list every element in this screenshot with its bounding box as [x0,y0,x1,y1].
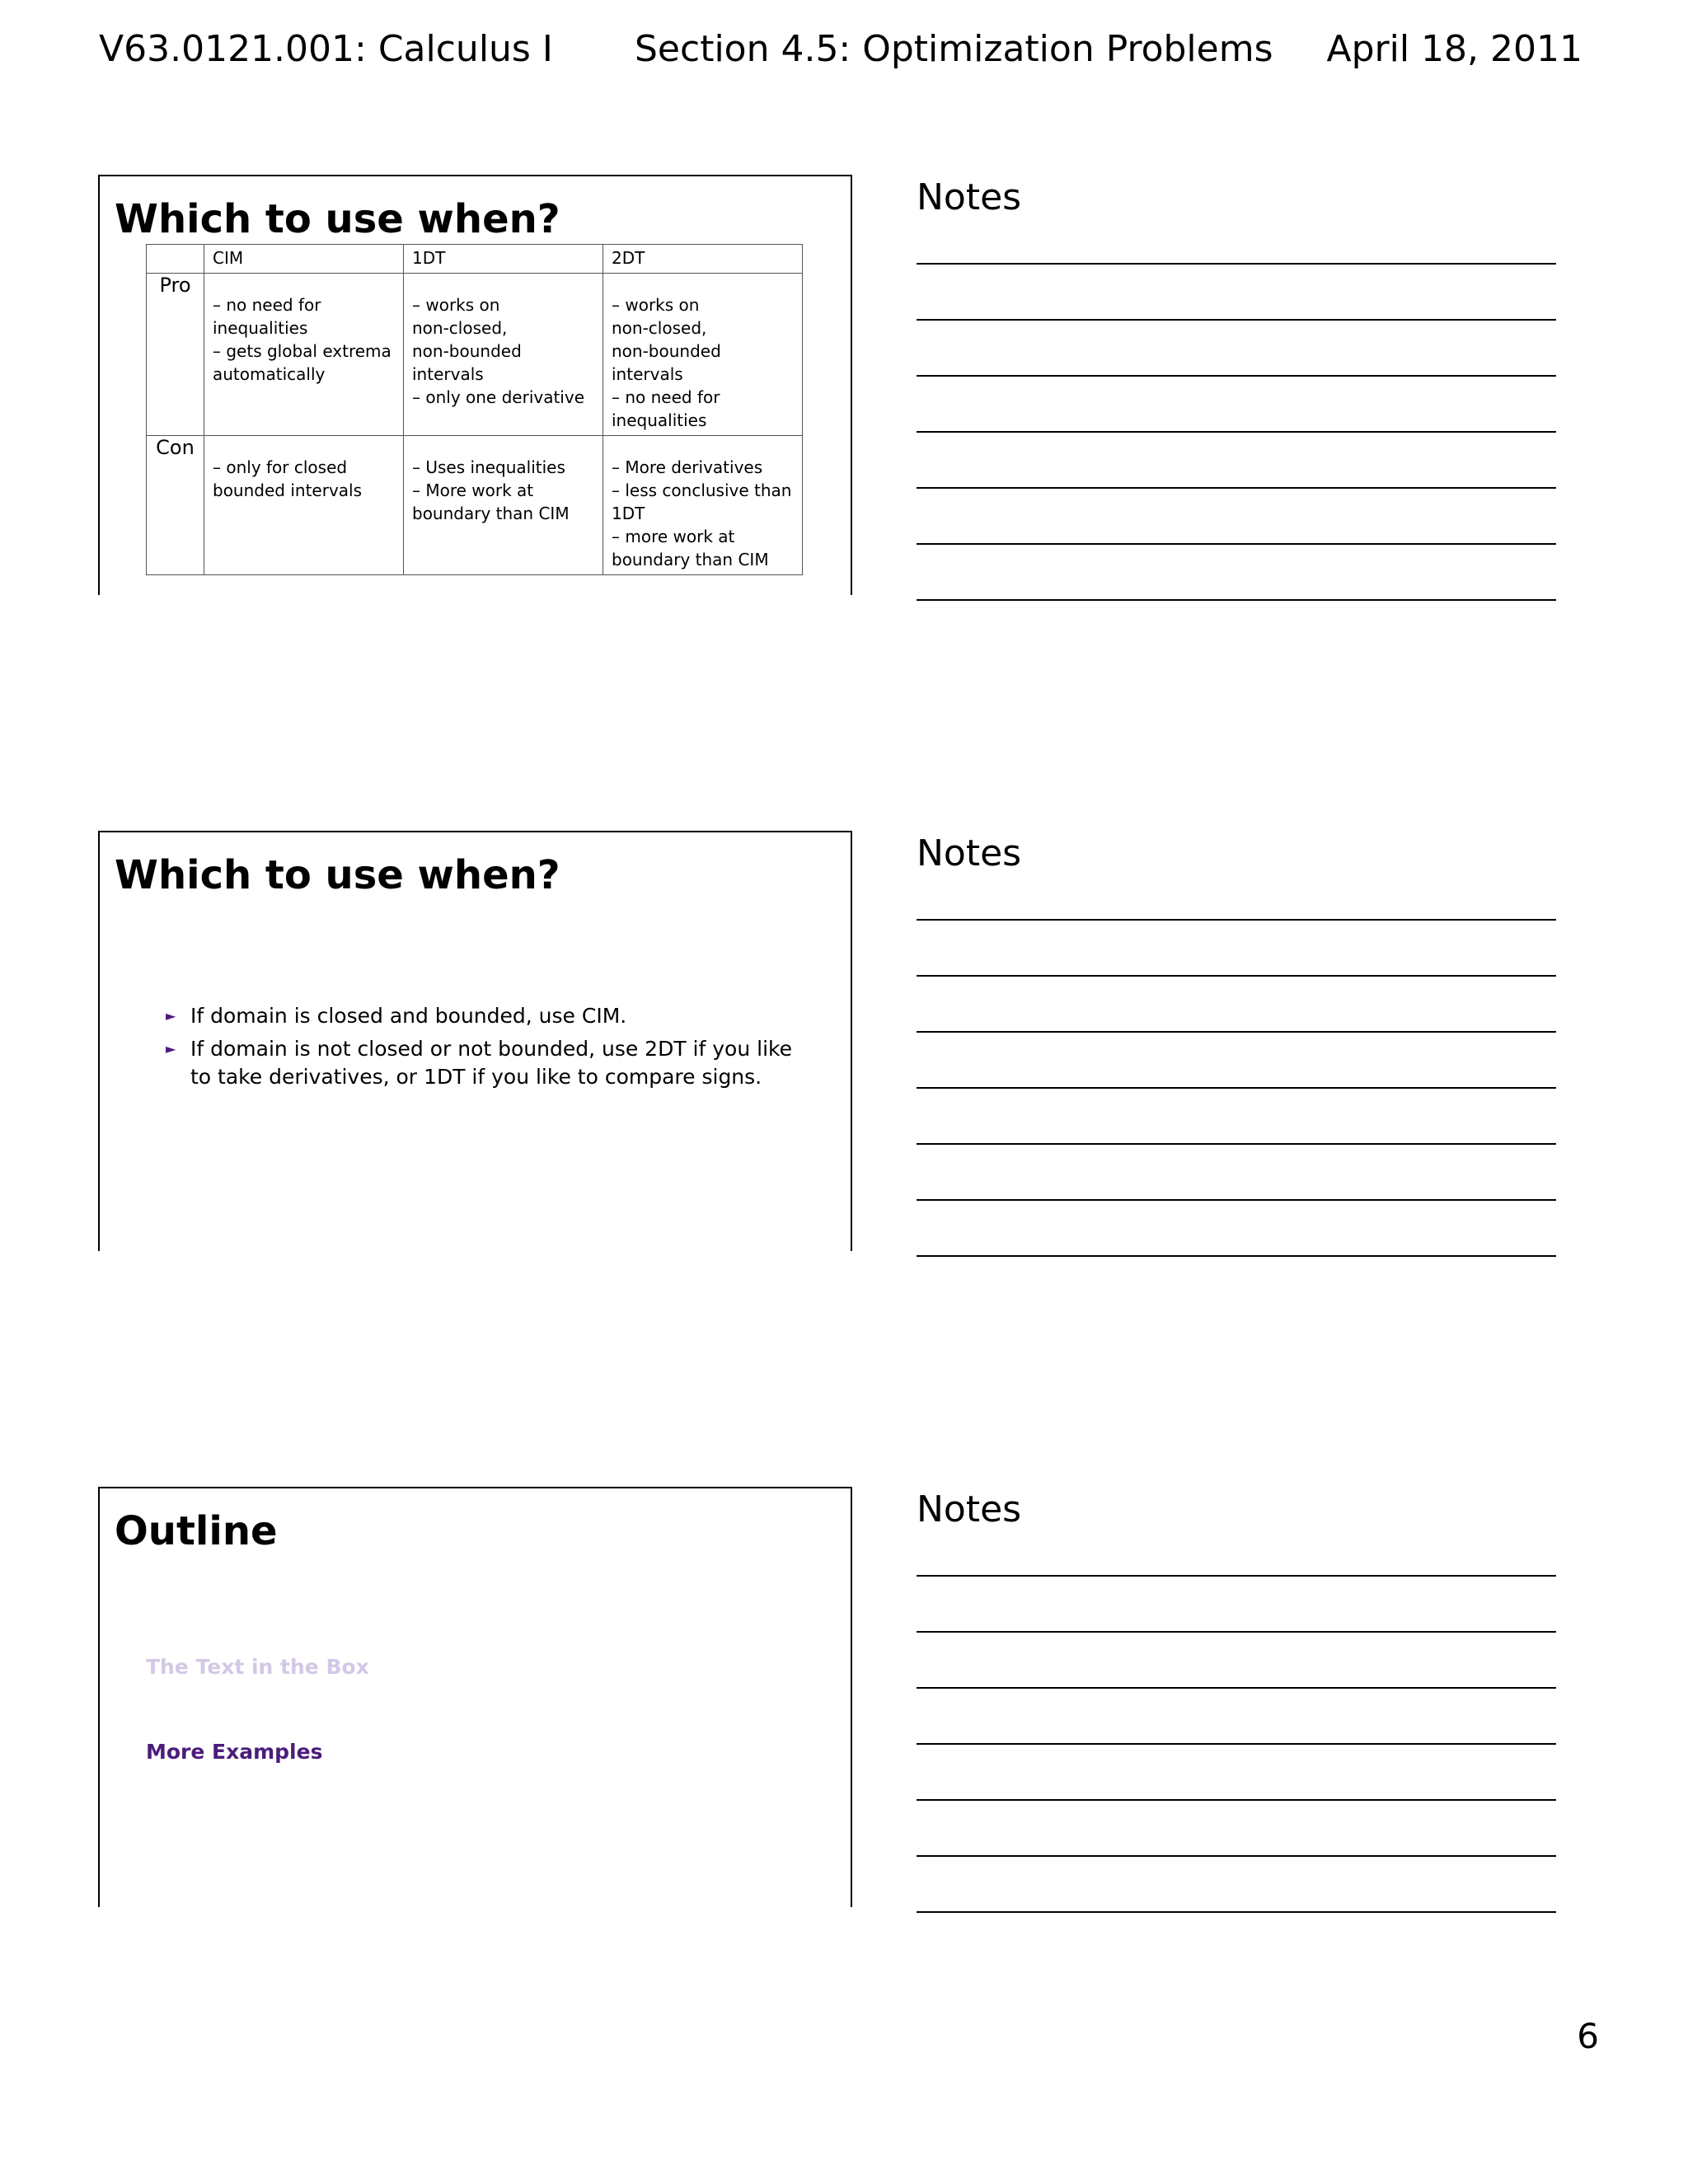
notes-panel-3 [917,1485,1556,1535]
table-header-cell [147,245,204,274]
cell-text: – only for closed bounded intervals [213,457,363,500]
note-line [917,1799,1556,1801]
note-line [917,263,1556,265]
note-line [917,1031,1556,1033]
outline-item-current[interactable]: More Examples [146,1740,323,1764]
table-row [147,436,803,575]
note-line [917,375,1556,377]
note-line [917,1199,1556,1201]
slide-title: Which to use when? [115,196,560,242]
note-line [917,919,1556,921]
list-item [166,1035,809,1091]
cell-text: – works on non-closed, non-bounded intervals – only one derivative [412,295,585,407]
table-row [147,274,803,436]
slide-title: Which to use when? [115,852,560,898]
note-line [917,1855,1556,1857]
cell-text: – no need for inequalities – gets global extrema automatically [213,295,392,384]
table-header-cell: 2DT [603,245,803,274]
triangle-bullet-icon: ► [166,1041,176,1057]
row-label-pro: Pro [147,274,204,436]
notes-panel-2 [917,829,1556,879]
note-line [917,1911,1556,1913]
notes-panel-1 [917,173,1556,223]
cell-text: – More derivatives – less conclusive than 1DT – more work at boundary than CIM [612,457,792,569]
note-line [917,487,1556,489]
notes-title: Notes [917,832,1022,874]
table-header-row [147,245,803,274]
table-header-cell: CIM [204,245,404,274]
slide-title: Outline [115,1508,278,1554]
bullet-text: If domain is not closed or not bounded, use 2DT if you like to take derivatives, or 1DT if you like to compare signs. [190,1037,792,1089]
table-cell [603,436,803,575]
notes-title: Notes [917,1488,1022,1530]
row-label-con: Con [147,436,204,575]
table-cell [404,436,603,575]
note-line [917,1087,1556,1089]
note-line [917,599,1556,601]
list-item [166,1002,809,1030]
note-line [917,1687,1556,1689]
notes-title: Notes [917,176,1022,218]
note-line [917,543,1556,545]
cell-text: – Uses inequalities – More work at boundary than CIM [412,457,570,523]
triangle-bullet-icon: ► [166,1008,176,1024]
bullet-list [166,1002,809,1096]
section-title: Section 4.5: Optimization Problems [635,28,1273,70]
note-line [917,431,1556,433]
slide-3 [98,1487,852,1907]
note-line [917,1255,1556,1257]
note-line [917,1575,1556,1577]
table-cell [204,274,404,436]
note-line [917,1631,1556,1633]
note-line [917,1143,1556,1145]
page-number: 6 [1577,2016,1599,2056]
comparison-table [146,244,803,575]
table-cell [404,274,603,436]
note-line [917,975,1556,977]
slide-2 [98,831,852,1251]
table-cell [603,274,803,436]
slide-1 [98,175,852,595]
table-header-cell: 1DT [404,245,603,274]
bullet-text: If domain is closed and bounded, use CIM. [190,1004,627,1028]
note-line [917,319,1556,321]
lecture-date: April 18, 2011 [1326,28,1582,70]
outline-item-dimmed[interactable]: The Text in the Box [146,1655,369,1679]
note-line [917,1743,1556,1745]
cell-text: – works on non-closed, non-bounded intervals – no need for inequalities [612,295,721,430]
table-cell [204,436,404,575]
course-title: V63.0121.001: Calculus I [99,28,553,70]
